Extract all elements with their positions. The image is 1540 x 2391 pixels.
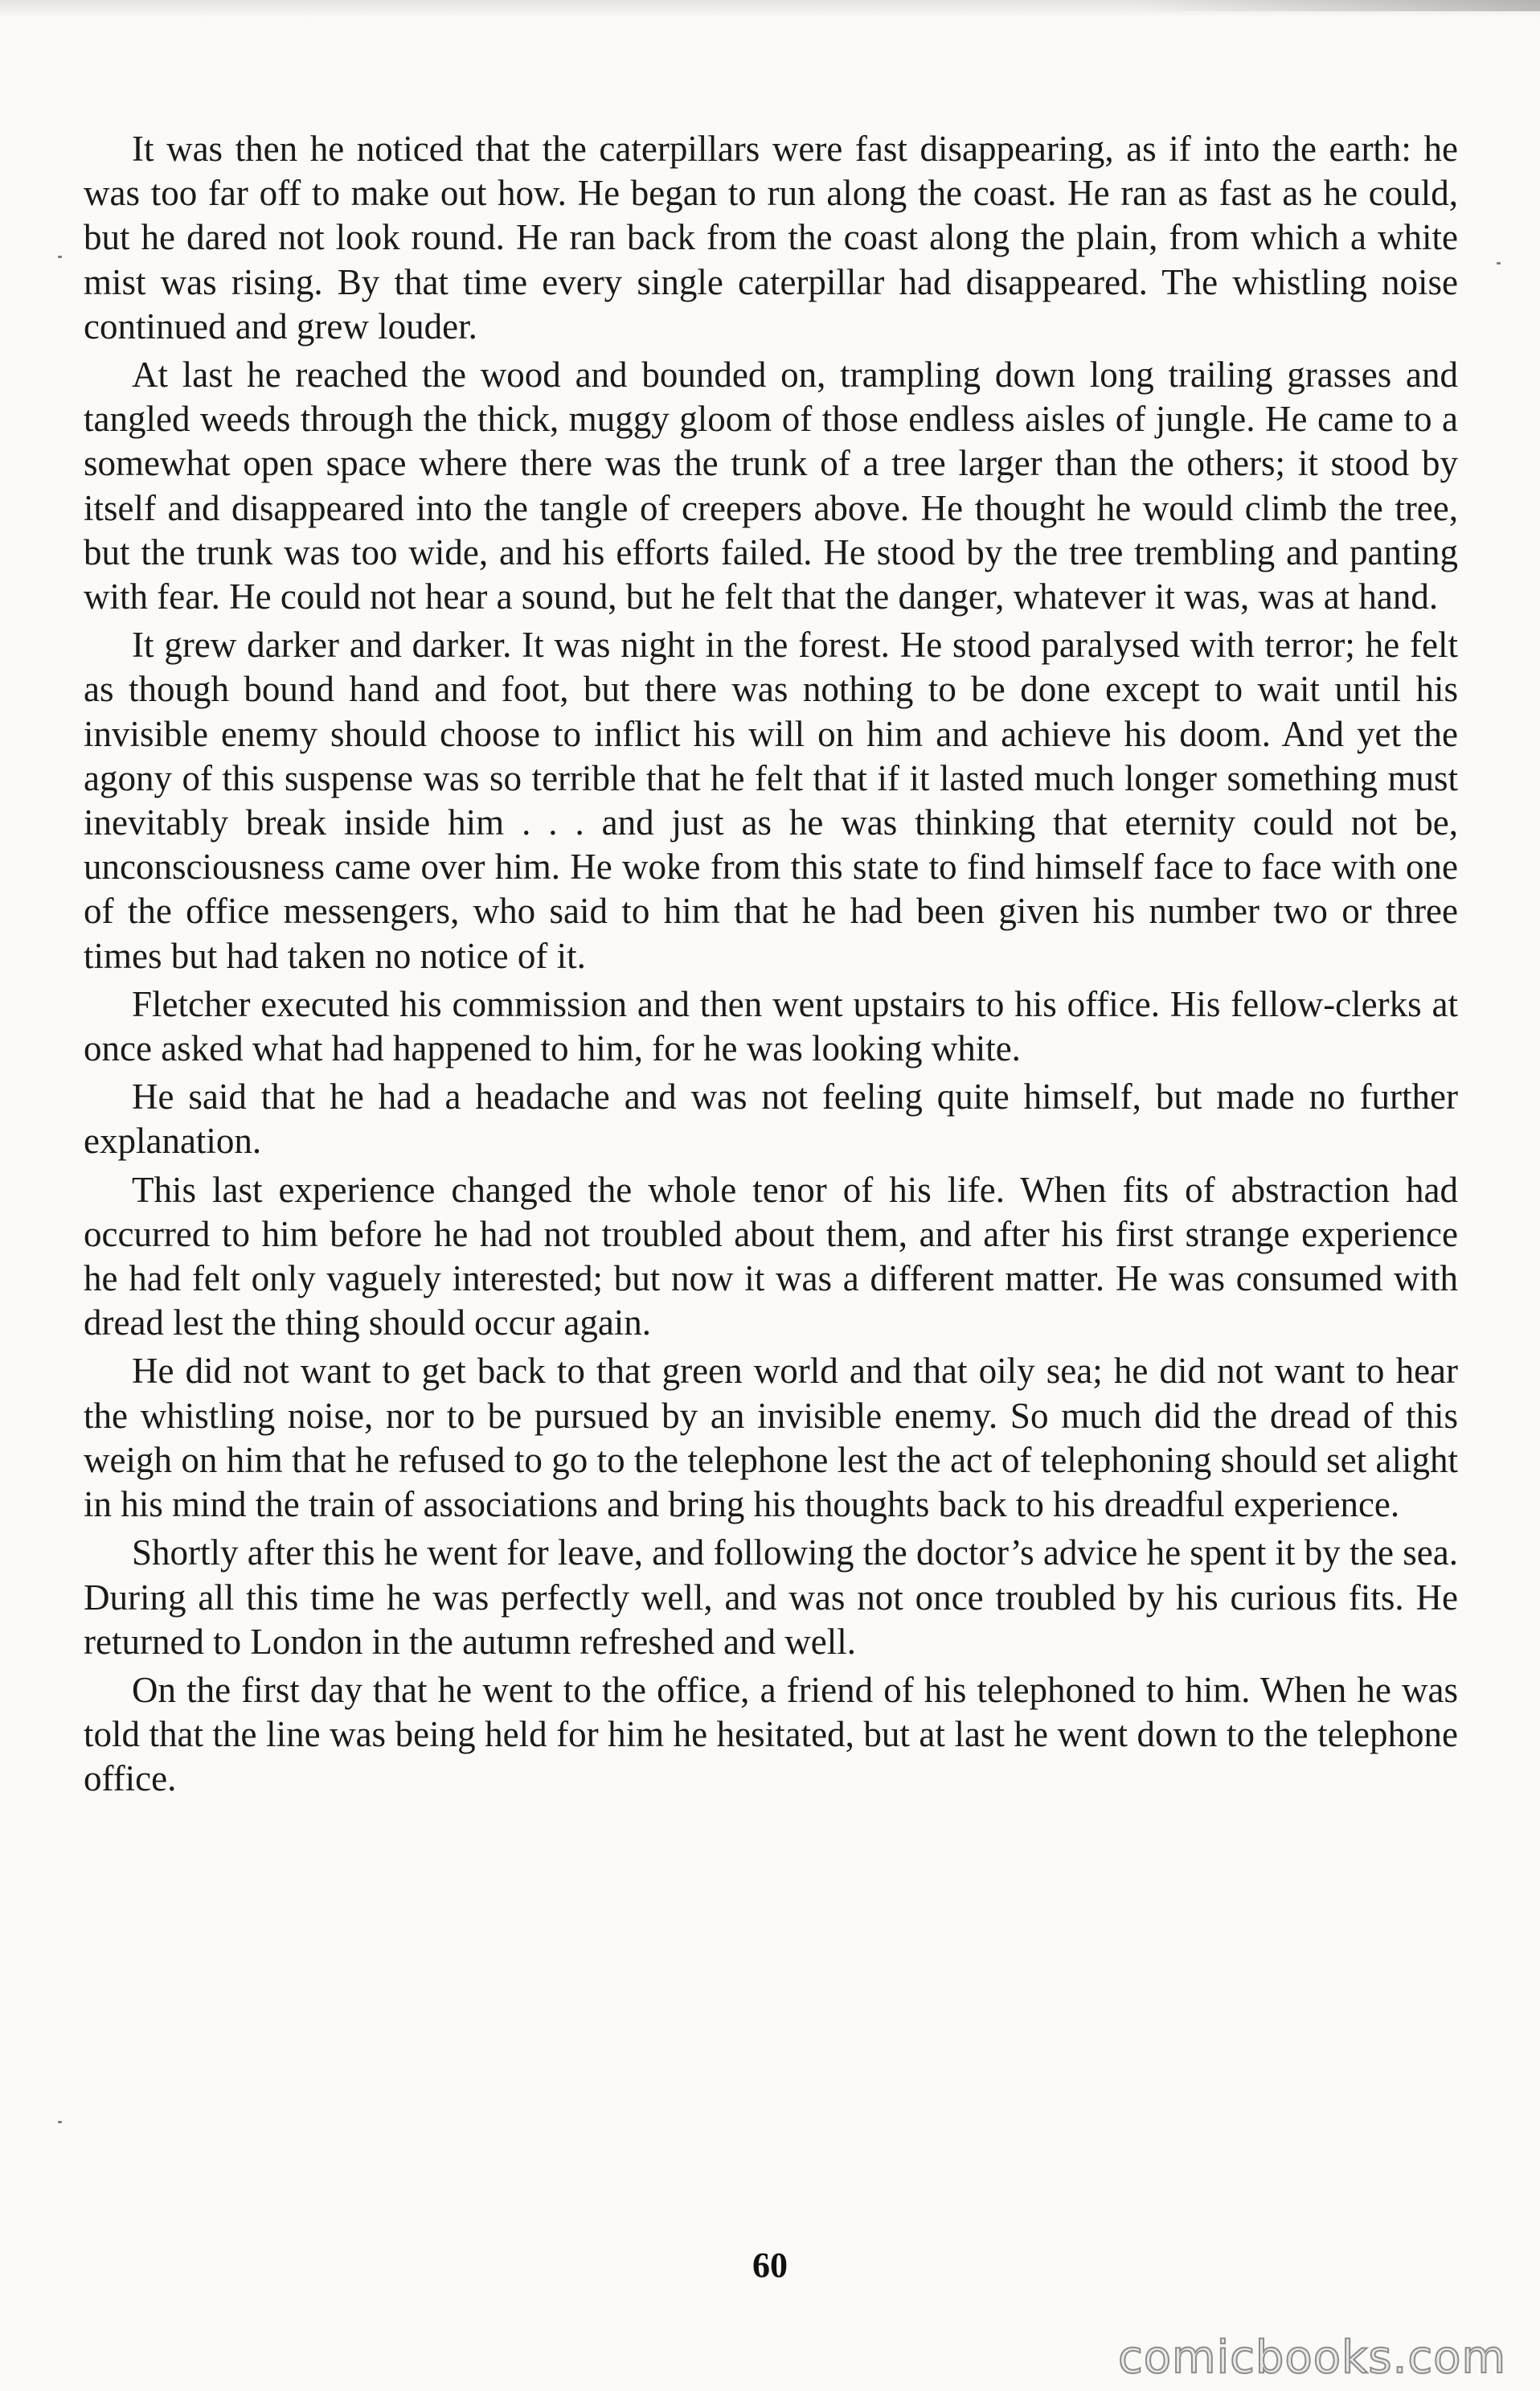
paragraph: He did not want to get back to that green world and that oily sea; he did not want to hear the whistling noise, nor to be pursued by an invisible enemy. So much did the dread of this weigh on him that he refused to go to the telephone lest the act of telephoning should set alight in his mind the train of associations and bring his thoughts back to his dreadful experience. — [84, 1351, 1458, 1525]
scan-speck — [58, 2121, 62, 2123]
scan-speck — [58, 256, 62, 258]
paragraph: It grew darker and darker. It was night in the forest. He stood paralysed with terror; he felt as though bound hand and foot, but there was nothing to be done except to wait until his invisible enemy should choose to inflict his will on him and achieve his doom. And yet the agony of this suspense was so terrible that he felt that if it lasted much longer something must inevitably break inside him . . . and just as he was thinking that eternity could not be, unconsciousness came over him. He woke from this state to find himself face to face with one of the office messengers, who said to him that he had been given his number two or three times but had taken no notice of it. — [84, 625, 1458, 976]
paragraph: He said that he had a headache and was not feeling quite himself, but made no further explanation. — [84, 1077, 1458, 1162]
page-number: 60 — [752, 2245, 788, 2285]
scan-speck — [1497, 262, 1501, 265]
paragraph: This last experience changed the whole tenor of his life. When fits of abstraction had occurred to him before he had not troubled about them, and after his first strange experience he had felt only vaguely interested; but now it was a different matter. He was consumed with dread lest the thing should occur again. — [84, 1169, 1458, 1343]
paragraph: Fletcher executed his commission and then went upstairs to his office. His fellow-clerks at once asked what had happened to him, for he was looking white. — [84, 983, 1458, 1069]
paragraph: At last he reached the wood and bounded on, trampling down long trailing grasses and tangled weeds through the thick, muggy gloom of those endless aisles of jungle. He came to a somewhat open space where there was the trunk of a tree larger than the others; it stood by itself and disappeared into the tangle of creepers above. He thought he would climb the tree, but the trunk was too wide, and his efforts failed. He stood by the tree trembling and panting with fear. He could not hear a sound, but he felt that the danger, whatever it was, was at hand. — [84, 355, 1458, 617]
book-page-body — [84, 127, 1458, 1806]
paragraph: It was then he noticed that the caterpillars were fast disappearing, as if into the earth: he was too far off to make out how. He began to run along the coast. He ran as fast as he could, but he dared not look round. He ran back from the coast along the plain, from which a white mist was rising. By that time every single caterpillar had disappeared. The whistling noise continued and grew louder. — [84, 129, 1458, 347]
paragraph: On the first day that he went to the office, a friend of his telephoned to him. When he was told that the line was being held for him he hesitated, but at last he went down to the telephone office. — [84, 1669, 1458, 1799]
scan-top-right-shadow — [1138, 0, 1540, 11]
paragraph: Shortly after this he went for leave, and following the doctor’s advice he spent it by the sea. During all this time he was perfectly well, and was not once troubled by his curious fits. He returned to London in the autumn refreshed and well. — [84, 1532, 1458, 1662]
site-watermark: comicbooks.com — [1117, 2332, 1506, 2384]
